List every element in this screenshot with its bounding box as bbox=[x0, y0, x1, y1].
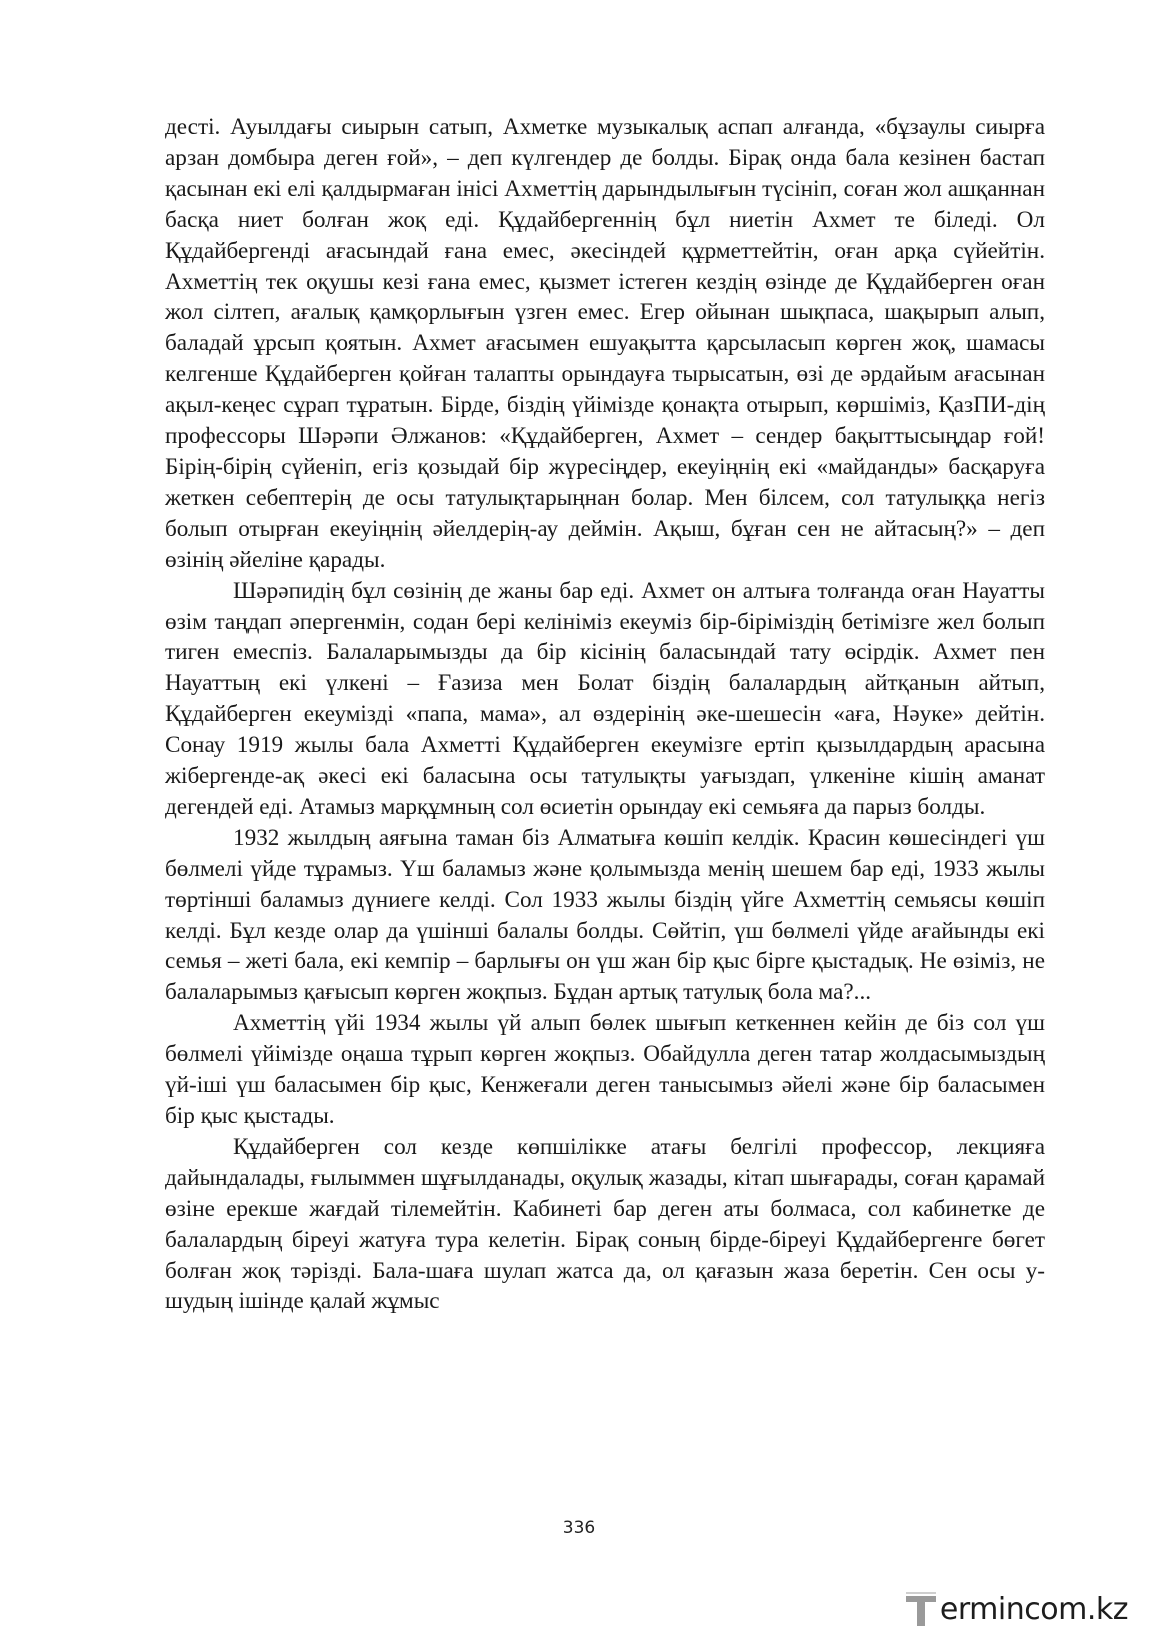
watermark-logo bbox=[904, 1588, 1128, 1630]
page-number: 336 bbox=[562, 1518, 596, 1538]
page-body bbox=[165, 112, 1045, 1317]
paragraph-2: Шәрәпидің бұл сөзінің де жаны бар еді. Ахмет он алтыға толғанда оған Науатты өзім таңдап әпергенмін, содан бері келініміз екеуміз бір-біріміздің бетімізге жел болып тиген емеспіз. Балаларымызды да бір кісінің баласындай тату өсірдік. Ахмет пен Науаттың екі үлкені – Ғазиза мен Болат біздің балалардың айтқанын айтып, Құдайберген екеумізді «папа, мама», ал өздерінің әке-шешесін «аға, Нәуке» дейтін. Сонау 1919 жылы бала Ахметті Құдайберген екеумізге ертіп қызылдардың арасына жібергенде-ақ әкесі екі баласына осы татулықты уағыздап, үлкеніне кішің аманат дегендей еді. Атамыз марқұмның сол өсиетін орындау екі семьяға да парыз болды. bbox=[165, 577, 1045, 820]
termincom-logo-icon bbox=[904, 1590, 938, 1628]
paragraph-3: 1932 жылдың аяғына таман біз Алматыға көшіп келдік. Красин көшесіндегі үш бөлмелі үйде тұрамыз. Үш баламыз және қолымызда менің шешем бар еді, 1933 жылы төртінші баламыз дүниеге келді. Сол 1933 жылы біздің үйге Ахметтің семьясы көшіп келді. Бұл кезде олар да үшінші балалы болды. Сөйтіп, үш бөлмелі үйде ағайынды екі семья – жеті бала, екі кемпір – барлығы он үш жан бір қыс бірге қыстадық. Не өзіміз, не балаларымыз қағысып көрген жоқпыз. Бұдан артық татулық бола ма?... bbox=[165, 824, 1045, 1006]
watermark-text-right: .kz bbox=[1086, 1591, 1128, 1627]
paragraph-5: Құдайберген сол кезде көпшілікке атағы белгілі профессор, лекцияға дайындалады, ғылыммен шұғылданады, оқулық жазады, кітап шығарады, соған қарамай өзіне ерекше жағдай тілемейтін. Кабинеті бар деген аты болмаса, сол кабинетке де балалардың біреуі жатуға тура келетін. Бірақ соның бірде-біреуі Құдайбергенге бөгет болған жоқ тәрізді. Бала-шаға шулап жатса да, ол қағазын жаза беретін. Сен осы у-шудың ішінде қалай жұмыс bbox=[165, 1133, 1045, 1315]
watermark-text-left: ermincom bbox=[939, 1591, 1087, 1627]
paragraph-4: Ахметтің үйі 1934 жылы үй алып бөлек шығып кеткеннен кейін де біз сол үш бөлмелі үйімізде оңаша тұрып көрген жоқпыз. Обайдулла деген татар жолдасымыздың үй-іші үш баласымен бір қыс, Кенжеғали деген танысымыз әйелі және бір баласымен бір қыс қыстады. bbox=[165, 1010, 1045, 1129]
paragraph-1: десті. Ауылдағы сиырын сатып, Ахметке музыкалық аспап алғанда, «бұзаулы сиырға арзан домбыра деген ғой», – деп күлгендер де болды. Бірақ онда бала кезінен бастап қасынан екі елі қалдырмаған інісі Ахметтің дарындылығын түсініп, соған жол ашқаннан басқа ниет болған жоқ еді. Құдайбергеннің бұл ниетін Ахмет те біледі. Ол Құдайбергенді ағасындай ғана емес, әкесіндей құрметтейтін, оған арқа сүйейтін. Ахметтің тек оқушы кезі ғана емес, қызмет істеген кездің өзінде де Құдайберген оған жол сілтеп, ағалық қамқорлығын үзген емес. Егер ойынан шықпаса, шақырып алып, баладай ұрсып қоятын. Ахмет ағасымен ешуақытта қарсыласып көрген жоқ, шамасы келгенше Құдайберген қойған талапты орындауға тырысатын, өзі де әрдайым ағасынан ақыл-кеңес сұрап тұратын. Бірде, біздің үйімізде қонақта отырып, көршіміз, ҚазПИ-дің профессоры Шәрәпи Әлжанов: «Құдайберген, Ахмет – сендер бақыттысыңдар ғой! Бірің-бірің сүйеніп, егіз қозыдай бір жүресіңдер, екеуіңнің екі «майданды» басқаруға жеткен себептерің де осы татулықтарыңнан болар. Мен білсем, сол татулыққа негіз болып отырған екеуіңнің әйелдерің-ау деймін. Ақыш, бұған сен не айтасың?» – деп өзінің әйеліне қарады. bbox=[165, 114, 1045, 573]
